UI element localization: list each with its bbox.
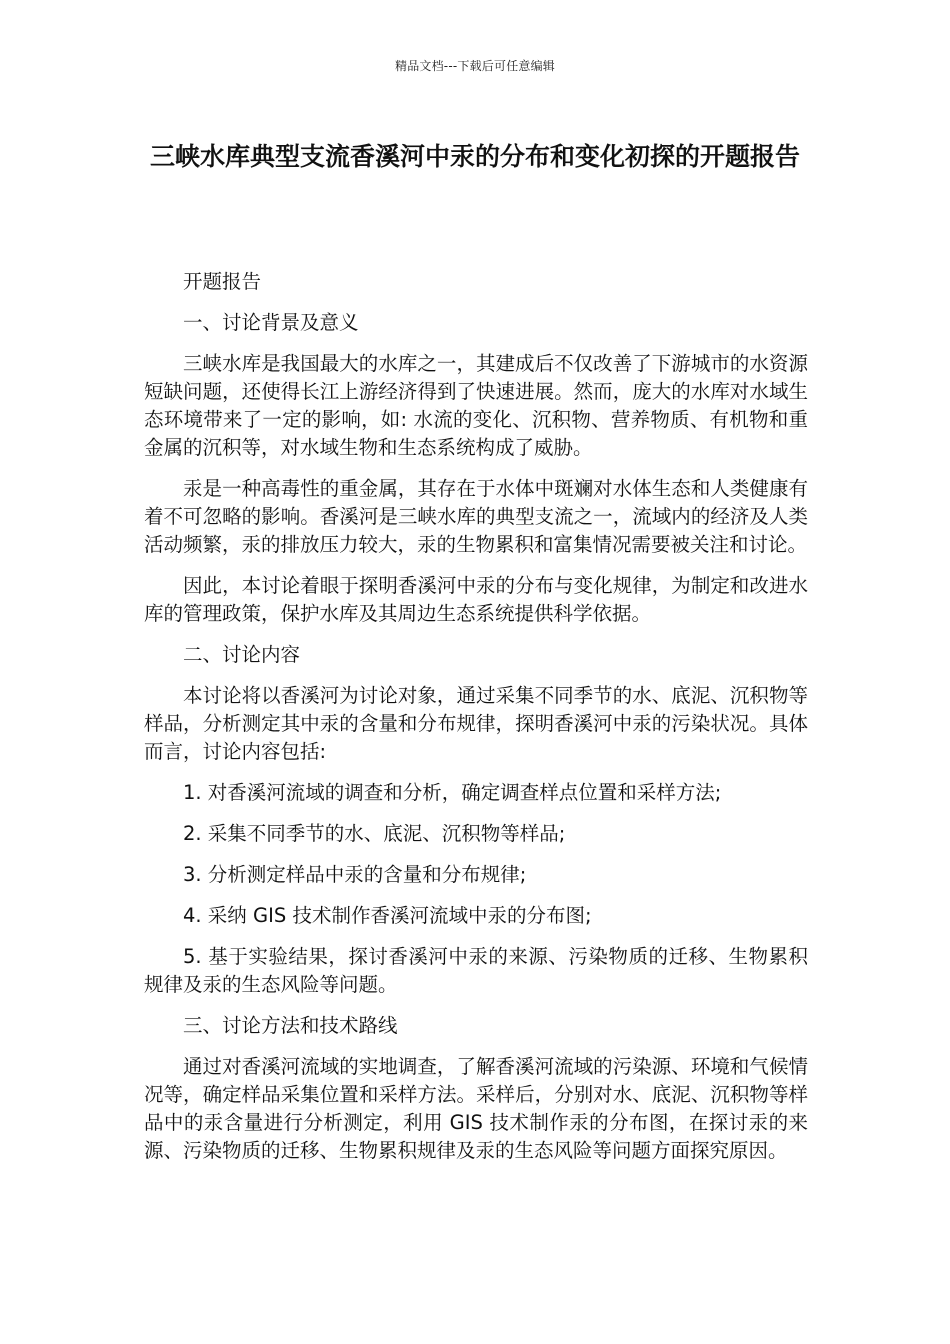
list-item-2: 2. 采集不同季节的水、底泥、沉积物等样品; — [183, 822, 566, 845]
list-item-5: 5. 基于实验结果，探讨香溪河中汞的来源、污染物质的迁移、生物累积规律及汞的生态风险等问题。 — [144, 945, 808, 996]
page-header: 精品文档---下载后可任意编辑 — [395, 59, 555, 73]
document-body — [144, 268, 808, 1178]
section-heading-content: 二、讨论内容 — [183, 643, 301, 666]
section-heading-background: 一、讨论背景及意义 — [183, 311, 359, 334]
paragraph-background-2: 汞是一种高毒性的重金属，其存在于水体中斑斓对水体生态和人类健康有着不可忽略的影响。香溪河是三峡水库的典型支流之一，流域内的经济及人类活动频繁，汞的排放压力较大，汞的生物累积和富集情况需要被关注和讨论。 — [144, 477, 808, 556]
list-item-1: 1. 对香溪河流域的调查和分析，确定调查样点位置和采样方法; — [183, 781, 722, 804]
paragraph-background-1: 三峡水库是我国最大的水库之一，其建成后不仅改善了下游城市的水资源短缺问题，还使得长江上游经济得到了快速进展。然而，庞大的水库对水域生态环境带来了一定的影响，如: 水流的变化、沉积物、营养物质、有机物和重金属的沉积等，对水域生物和生态系统构成了威胁。 — [144, 352, 808, 459]
list-item-4: 4. 采纳 GIS 技术制作香溪河流域中汞的分布图; — [183, 904, 592, 927]
list-item-3: 3. 分析测定样品中汞的含量和分布规律; — [183, 863, 527, 886]
section-heading-methods: 三、讨论方法和技术路线 — [183, 1014, 398, 1037]
paragraph-background-3: 因此，本讨论着眼于探明香溪河中汞的分布与变化规律，为制定和改进水库的管理政策，保护水库及其周边生态系统提供科学依据。 — [144, 574, 808, 625]
paragraph-content-intro: 本讨论将以香溪河为讨论对象，通过采集不同季节的水、底泥、沉积物等样品，分析测定其中汞的含量和分布规律，探明香溪河中汞的污染状况。具体而言，讨论内容包括: — [144, 684, 808, 763]
document-title: 三峡水库典型支流香溪河中汞的分布和变化初探的开题报告 — [149, 142, 800, 171]
paragraph-methods: 通过对香溪河流域的实地调查，了解香溪河流域的污染源、环境和气候情况等，确定样品采集位置和采样方法。采样后，分别对水、底泥、沉积物等样品中的汞含量进行分析测定，利用 GIS 技术制作汞的分布图，在探讨汞的来源、污染物质的迁移、生物累积规律及汞的生态风险等问题方面探究原因。 — [144, 1055, 808, 1162]
section-label-report: 开题报告 — [183, 270, 262, 293]
